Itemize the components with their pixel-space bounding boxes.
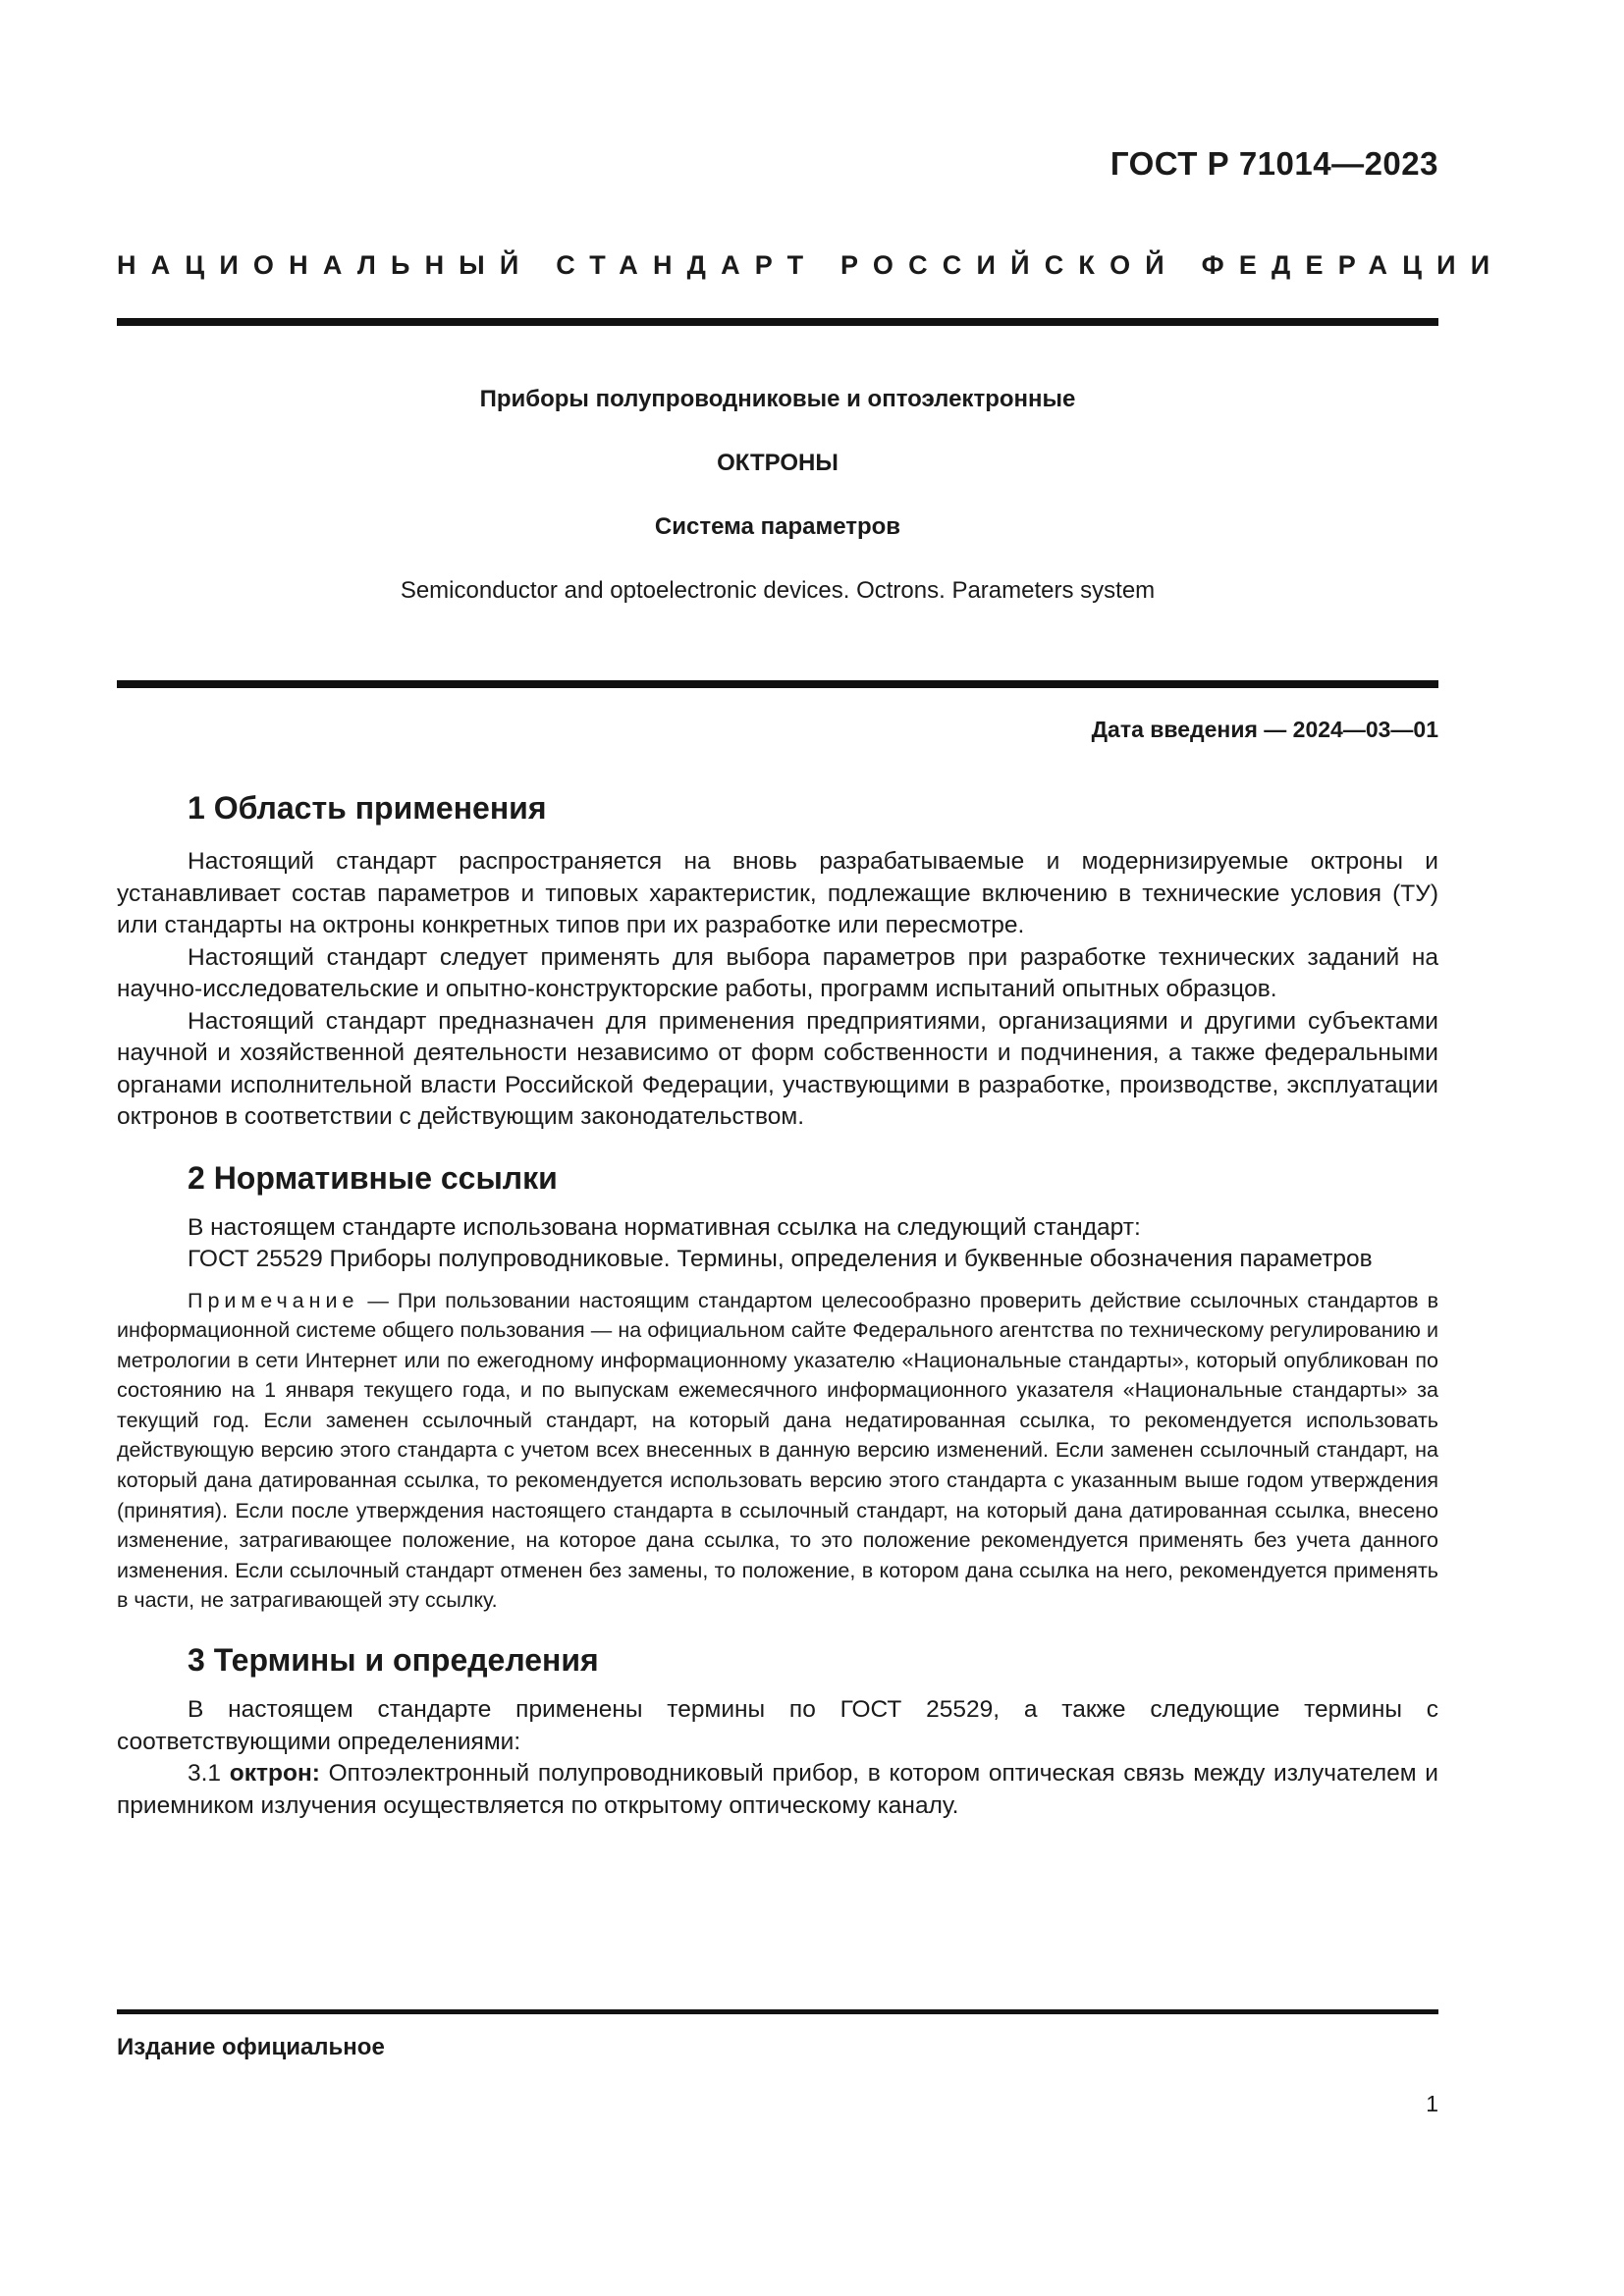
title-line-2: ОКТРОНЫ (717, 450, 839, 476)
title-block (117, 383, 1438, 607)
term-name: октрон: (229, 1760, 320, 1788)
term-definition: Оптоэлектронный полупроводниковый прибор, в котором оптическая связь между излучателем и приемником излучения осуществляется по открытому оптическому каналу. (117, 1760, 1438, 1819)
official-edition-label: Издание официальное (117, 2034, 385, 2060)
document-body (117, 785, 1438, 1822)
document-number: ГОСТ Р 71014—2023 (1110, 145, 1438, 182)
title-line-1: Приборы полупроводниковые и оптоэлектронные (479, 386, 1076, 412)
section-2-reference: ГОСТ 25529 Приборы полупроводниковые. Термины, определения и буквенные обозначения параметров (188, 1246, 1373, 1272)
note-label: Примечание (188, 1288, 359, 1312)
section-1-paragraph-1: Настоящий стандарт распространяется на вновь разрабатываемые и модернизируемые октроны и устанавливает состав параметров и типовых характеристик, подлежащие включению в технические условия (ТУ) или стандарты на октроны конкретных типов при их разработке или пересмотре. (117, 848, 1438, 938)
term-octron (117, 1758, 1438, 1822)
section-1-paragraph-3: Настоящий стандарт предназначен для применения предприятиями, организациями и другими субъектами научной и хозяйственной деятельности независимо от форм собственности и подчинения, а также федеральными органами исполнительной власти Российской Федерации, участвующими в разработке, производстве, эксплуатации октронов в соответствии с действующим законодательством. (117, 1007, 1438, 1130)
footer-divider (117, 2009, 1438, 2014)
introduction-date: Дата введения — 2024—03—01 (1091, 717, 1438, 742)
page-number: 1 (1426, 2091, 1438, 2116)
section-2-heading: 2 Нормативные ссылки (188, 1159, 558, 1196)
title-line-3: Система параметров (654, 513, 901, 540)
english-title: Semiconductor and optoelectronic devices. Octrons. Parameters system (400, 577, 1156, 604)
note-text: — При пользовании настоящим стандартом целесообразно проверить действие ссылочных стандартов в информационной системе общего пользования — на официальном сайте Федерального агентства по техническому регулированию и метрологии в сети Интернет или по ежегодному информационному указателю «Национальные стандарты», который опубликован по состоянию на 1 января текущего года, и по выпускам ежемесячного информационного указателя «Национальные стандарты» за текущий год. Если заменен ссылочный стандарт, на который дана недатированная ссылка, то рекомендуется использовать действующую версию этого стандарта с учетом всех внесенных в данную версию изменений. Если заменен ссылочный стандарт, на который дана датированная ссылка, то рекомендуется использовать версию этого стандарта с указанным выше годом утверждения (принятия). Если после утверждения настоящего стандарта в ссылочный стандарт, на который дана датированная ссылка, внесено изменение, затрагивающее положение, на которое дана ссылка, то это положение рекомендуется применять без учета данного изменения. Если ссылочный стандарт отменен без замены, то положение, в котором дана ссылка на него, рекомендуется применять в части, не затрагивающей эту ссылку. (117, 1288, 1438, 1613)
national-standard-caption: НАЦИОНАЛЬНЫЙ СТАНДАРТ РОССИЙСКОЙ ФЕДЕРАЦИИ (117, 250, 1505, 280)
document-page (117, 0, 1505, 2296)
section-2-note (117, 1286, 1438, 1617)
term-number: 3.1 (188, 1760, 230, 1788)
section-2-paragraph-1: В настоящем стандарте использована нормативная ссылка на следующий стандарт: (188, 1213, 1141, 1241)
section-1-paragraph-2: Настоящий стандарт следует применять для выбора параметров при разработке технических заданий на научно-исследовательские и опытно-конструкторские работы, программ испытаний опытных образцов. (117, 943, 1438, 1002)
section-3-paragraph-1: В настоящем стандарте применены термины по ГОСТ 25529, а также следующие термины с соответствующими определениями: (117, 1696, 1438, 1755)
section-1-heading: 1 Область применения (188, 790, 547, 826)
title-divider (117, 680, 1438, 688)
top-divider (117, 318, 1438, 326)
section-3-heading: 3 Термины и определения (188, 1642, 599, 1679)
